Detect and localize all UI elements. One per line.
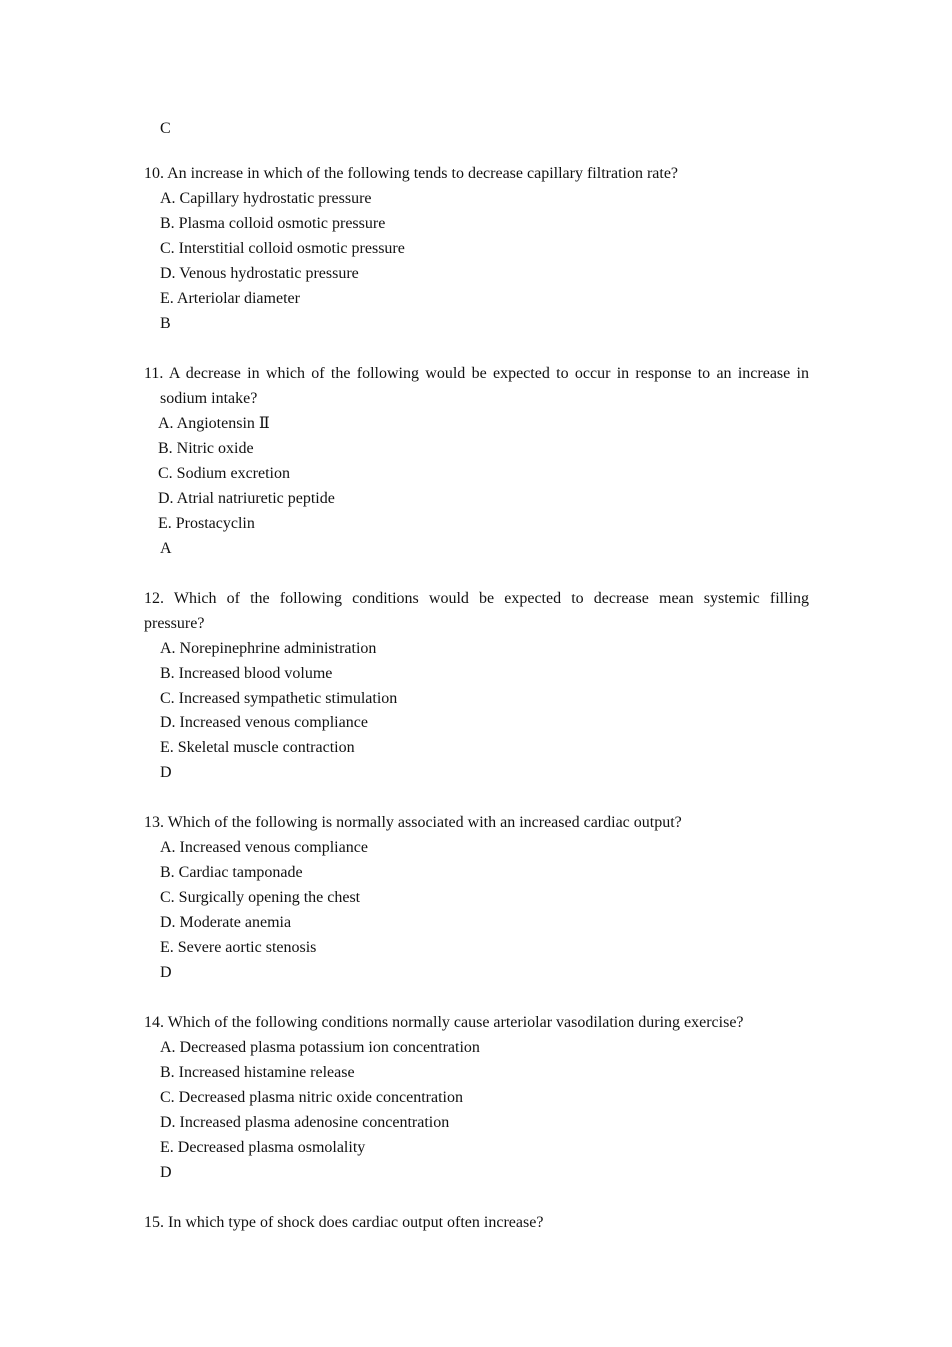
question-12-option-a: A. Norepinephrine administration	[160, 640, 377, 657]
question-13-option-e: E. Severe aortic stenosis	[160, 939, 317, 956]
question-10-option-d: D. Venous hydrostatic pressure	[160, 265, 359, 282]
question-11-stem-line1: 11. A decrease in which of the following would be expected to occur in response to an increase in	[144, 365, 809, 382]
question-10-option-b: B. Plasma colloid osmotic pressure	[160, 215, 386, 232]
question-10-option-a: A. Capillary hydrostatic pressure	[160, 190, 372, 207]
question-11-option-c: C. Sodium excretion	[158, 465, 290, 482]
question-11-stem-line2: sodium intake?	[160, 390, 258, 407]
answer-9: C	[160, 120, 171, 137]
question-11-option-d: D. Atrial natriuretic peptide	[158, 490, 335, 507]
question-12-option-b: B. Increased blood volume	[160, 665, 333, 682]
question-13-stem: 13. Which of the following is normally associated with an increased cardiac output?	[144, 814, 682, 831]
question-11-option-b: B. Nitric oxide	[158, 440, 254, 457]
question-10-answer: B	[160, 315, 171, 332]
question-13-option-b: B. Cardiac tamponade	[160, 864, 303, 881]
question-12-stem-line2: pressure?	[144, 615, 205, 632]
question-14-answer: D	[160, 1164, 172, 1181]
question-10-option-c: C. Interstitial colloid osmotic pressure	[160, 240, 405, 257]
question-14-option-c: C. Decreased plasma nitric oxide concentration	[160, 1089, 463, 1106]
question-12-option-c: C. Increased sympathetic stimulation	[160, 690, 398, 707]
question-14-option-b: B. Increased histamine release	[160, 1064, 355, 1081]
question-14-option-e: E. Decreased plasma osmolality	[160, 1139, 366, 1156]
question-10-option-e: E. Arteriolar diameter	[160, 290, 300, 307]
question-14-option-a: A. Decreased plasma potassium ion concentration	[160, 1039, 480, 1056]
question-13-option-d: D. Moderate anemia	[160, 914, 292, 931]
question-14-option-d: D. Increased plasma adenosine concentration	[160, 1114, 450, 1131]
question-11-option-a: A. Angiotensin Ⅱ	[158, 415, 270, 432]
question-11-option-e: E. Prostacyclin	[158, 515, 255, 532]
question-10-stem: 10. An increase in which of the following tends to decrease capillary filtration rate?	[144, 165, 679, 182]
question-13-option-c: C. Surgically opening the chest	[160, 889, 361, 906]
question-12-answer: D	[160, 764, 172, 781]
question-14-stem: 14. Which of the following conditions normally cause arteriolar vasodilation during exercise?	[144, 1014, 744, 1031]
question-13-option-a: A. Increased venous compliance	[160, 839, 368, 856]
question-12-option-e: E. Skeletal muscle contraction	[160, 739, 355, 756]
question-13-answer: D	[160, 964, 172, 981]
question-12-stem-line1: 12. Which of the following conditions would be expected to decrease mean systemic filling	[144, 590, 809, 607]
question-12-option-d: D. Increased venous compliance	[160, 714, 368, 731]
question-11-answer: A	[160, 540, 172, 557]
question-15-stem: 15. In which type of shock does cardiac output often increase?	[144, 1214, 544, 1231]
